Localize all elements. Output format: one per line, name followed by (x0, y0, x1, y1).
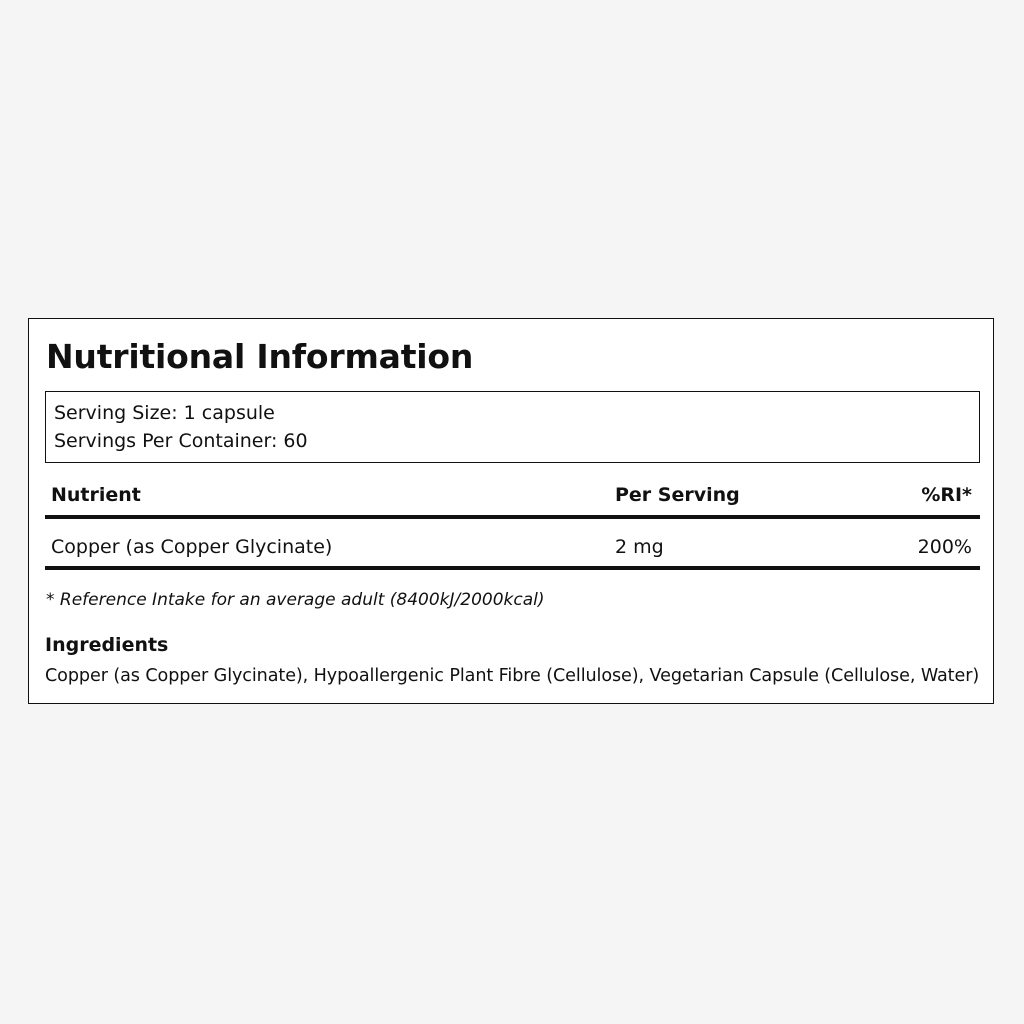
header-per-serving: Per Serving (615, 484, 740, 506)
panel-title: Nutritional Information (46, 337, 474, 376)
ri-footnote: * Reference Intake for an average adult (8400kJ/2000kcal) (46, 590, 545, 610)
header-divider (45, 515, 980, 519)
table-bottom-divider (45, 566, 980, 570)
servings-per-container: Servings Per Container: 60 (54, 430, 308, 452)
header-ri: %RI* (921, 484, 972, 506)
row-per-serving: 2 mg (615, 536, 664, 558)
serving-info-box (45, 391, 980, 463)
ingredients-text: Copper (as Copper Glycinate), Hypoallergenic Plant Fibre (Cellulose), Vegetarian Capsule (Cellulose, Water) (45, 666, 980, 686)
serving-size: Serving Size: 1 capsule (54, 402, 275, 424)
row-nutrient: Copper (as Copper Glycinate) (51, 536, 333, 558)
nutrition-panel (28, 318, 994, 704)
ingredients-heading: Ingredients (45, 634, 169, 656)
row-ri: 200% (917, 536, 972, 558)
header-nutrient: Nutrient (51, 484, 141, 506)
